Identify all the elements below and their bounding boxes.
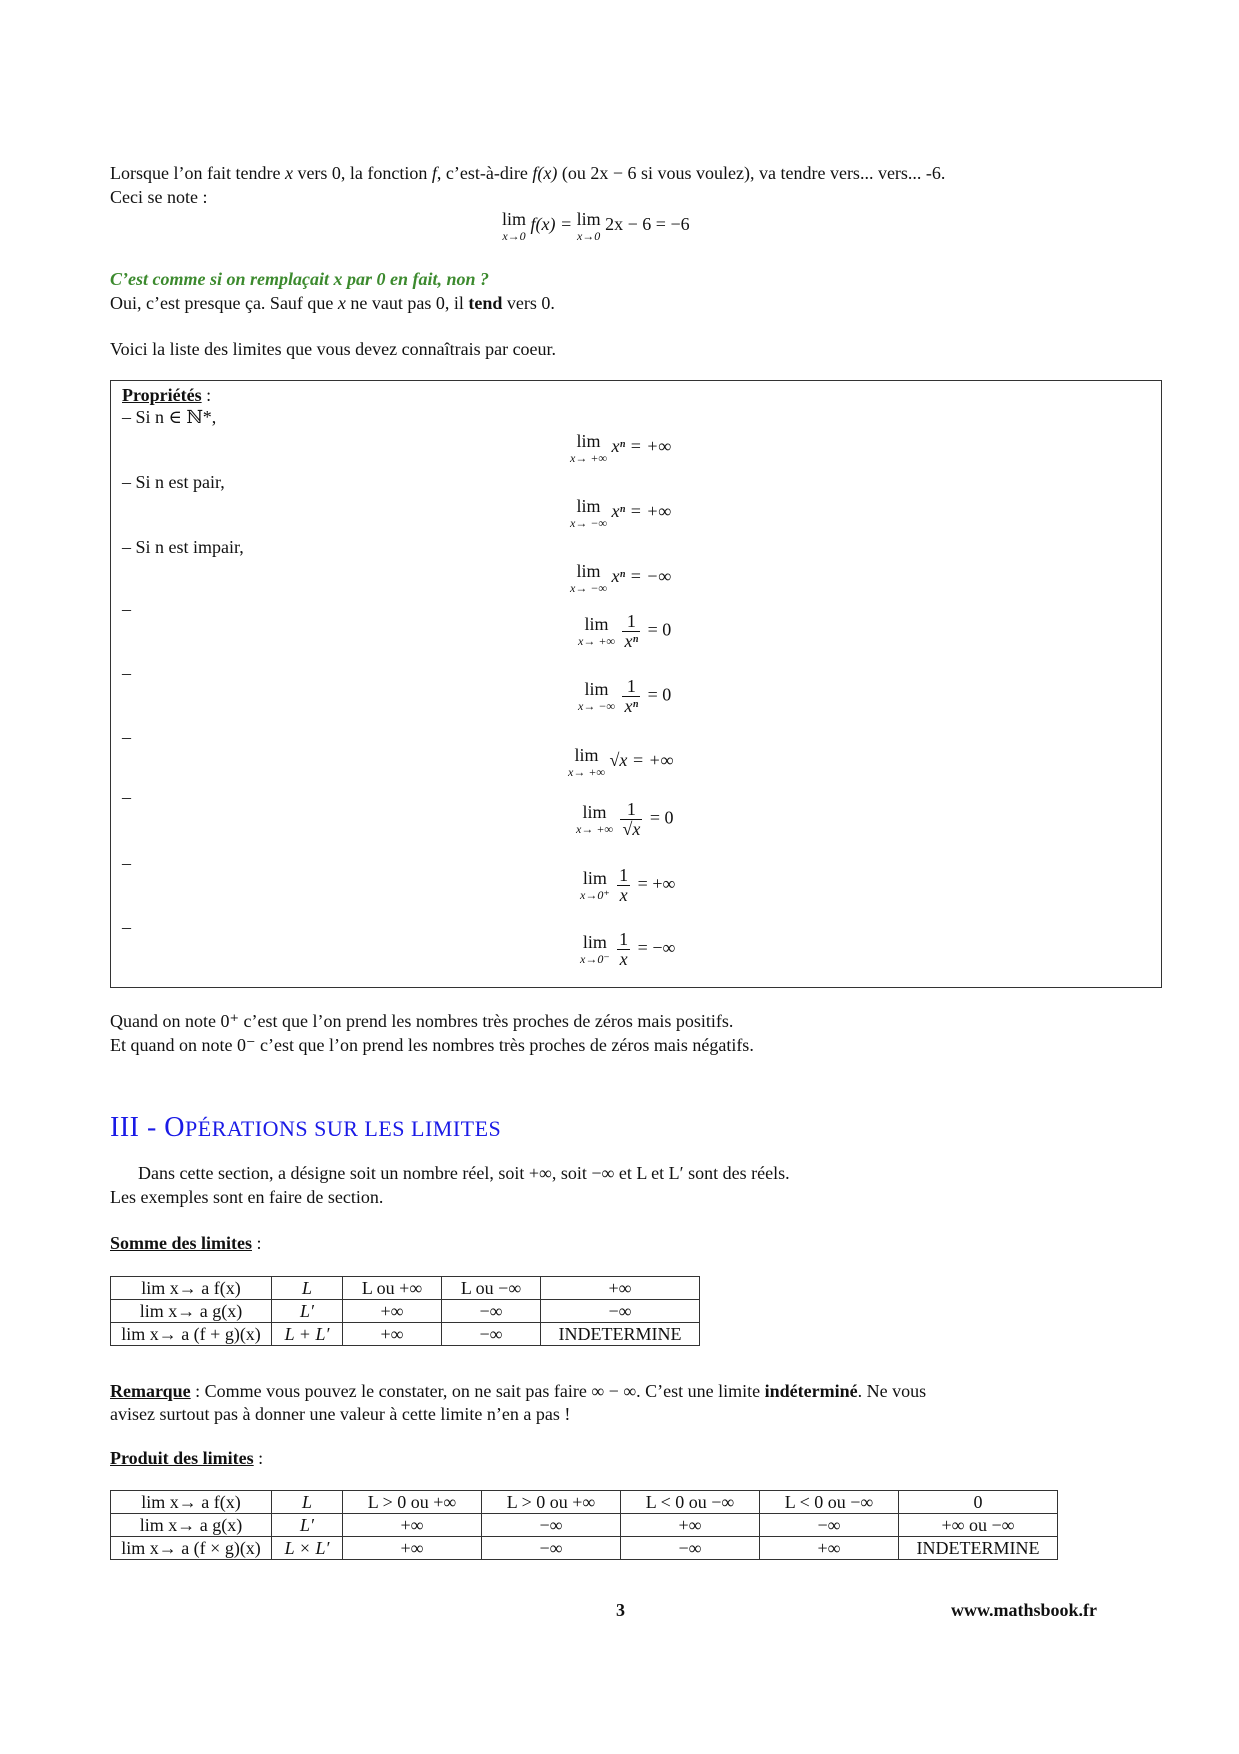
prop-label-8: – [122, 853, 131, 873]
prop-label-7: – [122, 787, 131, 807]
list-intro: Voici la liste des limites que vous devez connaîtrais par coeur. [110, 339, 557, 359]
table-row: lim x→ a (f + g)(x) L + L′ +∞ −∞ INDETERMINE [111, 1323, 700, 1346]
somme-table [110, 1276, 700, 1346]
intro-line-1: Lorsque l’on fait tendre x vers 0, la fonction f, c’est-à-dire f(x) (ou 2x − 6 si vous voulez), va tendre vers... vers... -6. [110, 163, 946, 183]
table-row: lim x→ a f(x) L L > 0 ou +∞ L > 0 ou +∞ L < 0 ou −∞ L < 0 ou −∞ 0 [111, 1491, 1058, 1514]
prop-limit-7: lim x→ +∞ $\frac{1}{√x}$ = 0 [576, 799, 674, 839]
var-x: x [284, 163, 293, 183]
table-row: lim x→ a g(x) L′ +∞ −∞ +∞ −∞ +∞ ou −∞ [111, 1514, 1058, 1537]
table-row: lim x→ a (f × g)(x) L × L′ +∞ −∞ −∞ +∞ INDETERMINE [111, 1537, 1058, 1560]
prop-limit-3: lim x→ −∞ xⁿ = −∞ [570, 561, 672, 595]
note-zero-plus: Quand on note 0⁺ c’est que l’on prend les nombres très proches de zéros mais positifs. [110, 1011, 734, 1031]
site-url: www.mathsbook.fr [951, 1600, 1098, 1620]
prop-label-5: – [122, 663, 131, 683]
prop-limit-1: lim x→ +∞ xⁿ = +∞ [570, 431, 672, 465]
section-para-2: Les exemples sont en faire de section. [110, 1187, 384, 1207]
section-para-1: Dans cette section, a désigne soit un nombre réel, soit +∞, soit −∞ et L et L′ sont des réels. [138, 1163, 790, 1183]
properties-title: Propriétés : [122, 385, 212, 405]
produit-title: Produit des limites : [110, 1448, 264, 1468]
produit-table [110, 1490, 1058, 1560]
table-row: lim x→ a g(x) L′ +∞ −∞ −∞ [111, 1300, 700, 1323]
somme-title: Somme des limites : [110, 1233, 262, 1253]
table-row: lim x→ a f(x) L L ou +∞ L ou −∞ +∞ [111, 1277, 700, 1300]
answer-text: Oui, c’est presque ça. Sauf que x ne vaut pas 0, il tend vers 0. [110, 293, 555, 313]
prop-label-9: – [122, 917, 131, 937]
prop-limit-2: lim x→ −∞ xⁿ = +∞ [570, 496, 672, 530]
section-heading: III - OPÉRATIONS SUR LES LIMITES [110, 1112, 502, 1143]
intro-limit-equation: lim x→0 f(x) = lim x→0 2x − 6 = −6 [502, 209, 690, 243]
page-number: 3 [616, 1600, 625, 1620]
prop-limit-6: lim x→ +∞ √x = +∞ [568, 745, 674, 779]
prop-limit-5: lim x→ −∞ $\frac{1}{\text{xⁿ}}$ = 0 [578, 676, 672, 716]
intro-line-2: Ceci se note : [110, 187, 208, 207]
note-zero-minus: Et quand on note 0⁻ c’est que l’on prend les nombres très proches de zéros mais négatifs. [110, 1035, 754, 1055]
prop-limit-9: lim x→0⁻ $\frac{1}{x}$ = −∞ [580, 929, 676, 969]
prop-label-3: – Si n est impair, [122, 537, 244, 557]
prop-label-2: – Si n est pair, [122, 472, 225, 492]
prop-label-6: – [122, 727, 131, 747]
question-text: C’est comme si on remplaçait x par 0 en fait, non ? [110, 269, 490, 289]
prop-limit-4: lim x→ +∞ $\frac{1}{\text{xⁿ}}$ = 0 [578, 611, 672, 651]
remarque-line-2: avisez surtout pas à donner une valeur à cette limite n’en a pas ! [110, 1404, 571, 1424]
prop-label-1: – Si n ∈ ℕ*, [122, 407, 217, 427]
prop-label-4: – [122, 599, 131, 619]
remarque-line-1: Remarque : Comme vous pouvez le constater, on ne sait pas faire ∞ − ∞. C’est une limite indéterminé. Ne vous [110, 1381, 927, 1401]
prop-limit-8: lim x→0⁺ $\frac{1}{x}$ = +∞ [580, 865, 676, 905]
